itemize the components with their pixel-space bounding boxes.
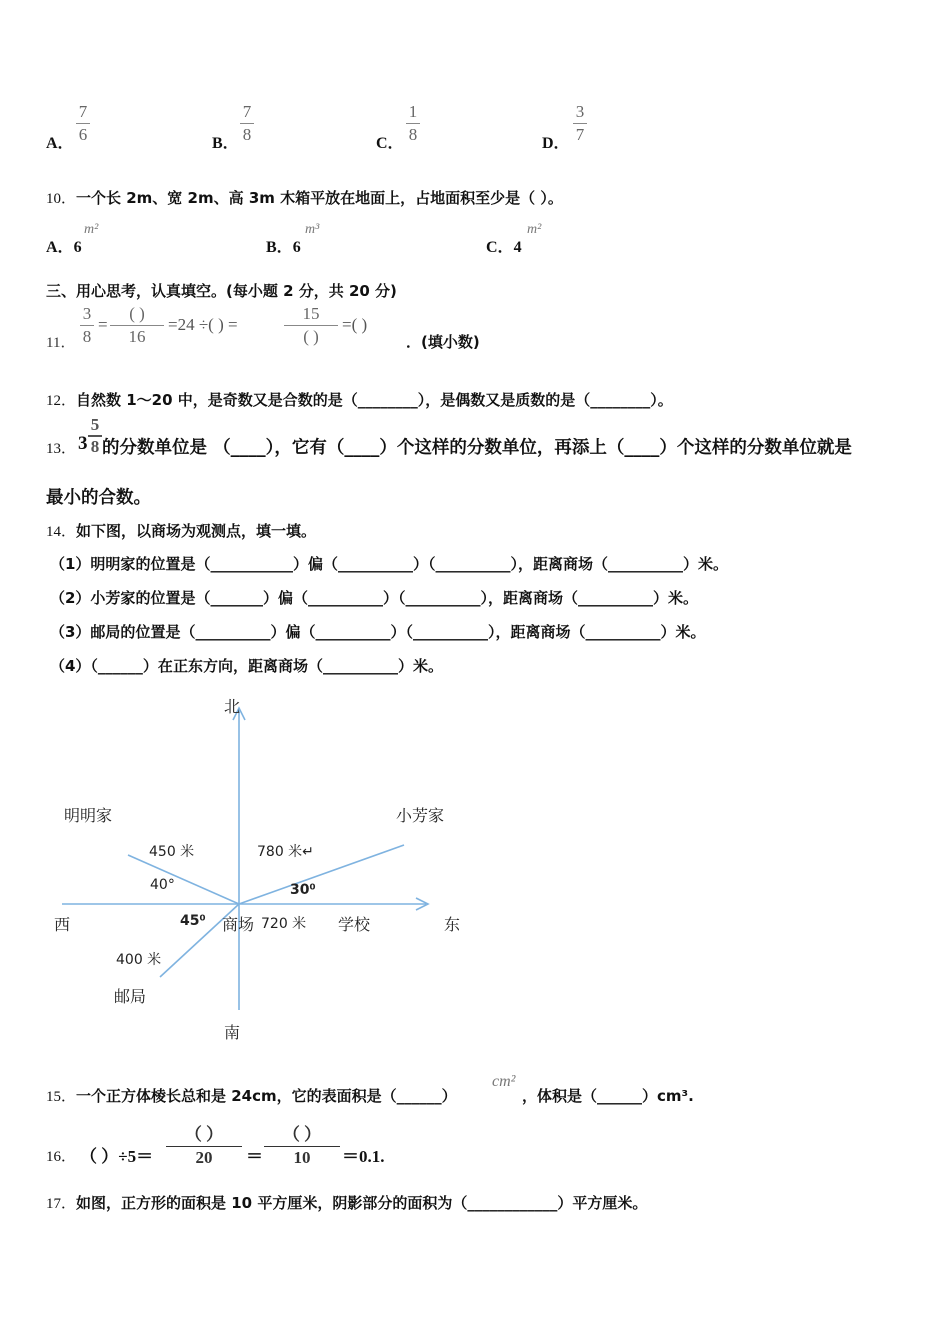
q11-end: =( ) [342, 315, 368, 334]
label-xiaofang: 小芳家 [396, 806, 445, 825]
numerator: 3 [575, 102, 585, 121]
q15-number: 15． [46, 1089, 77, 1105]
denominator: 7 [575, 125, 585, 144]
option-value: 6 [292, 239, 301, 256]
q11-fraction-1 [80, 304, 94, 347]
denominator: 20 [195, 1148, 213, 1167]
q10-text: 一个长 2m、宽 2m、高 3m 木箱平放在地面上，占地面积至少是（ ）。 [76, 189, 563, 207]
q11-fraction-3 [284, 304, 338, 347]
angle-xiaofang: 30⁰ [290, 882, 316, 898]
q9-option-c-fraction [406, 102, 420, 145]
q9-option-d-fraction [573, 102, 587, 145]
q14-item-4: （4）（______）在正东方向，距离商场（__________）米。 [50, 657, 443, 675]
denominator: 10 [293, 1148, 311, 1167]
q15-part-2: ，体积是（______）cm³. [522, 1087, 694, 1105]
q10-option-c-unit: m² [527, 222, 542, 237]
q11-equals-1: = [98, 315, 108, 334]
q11-fraction-2 [110, 304, 164, 347]
q14-stem [46, 520, 316, 541]
distance-post: 400 米 [116, 952, 162, 968]
q16-fraction-2 [264, 1125, 340, 1168]
denominator: 16 [128, 327, 146, 346]
q10-option-a-unit: m² [84, 222, 99, 237]
q13-line-2: 最小的合数。 [46, 488, 151, 508]
label-center: 商场 [222, 915, 255, 934]
numerator: ( ) [129, 304, 145, 323]
q14-number: 14． [46, 524, 77, 540]
q14-item-3: （3）邮局的位置是（__________）偏（__________）（__________），距离商场（__________）米。 [50, 623, 706, 641]
angle-mingming: 40° [150, 877, 175, 893]
q9-option-c-label: C． [376, 135, 404, 152]
q10-stem [46, 187, 563, 208]
denominator: 8 [90, 437, 100, 456]
option-label: A． [46, 239, 74, 256]
q15-unit-area: cm² [492, 1073, 516, 1090]
q10-option-b [266, 234, 301, 257]
q16-end: ＝0.1. [342, 1147, 385, 1166]
q13-number: 13． [46, 441, 77, 457]
q17-text: 如图，正方形的面积是 10 平方厘米，阴影部分的面积为（____________）平方厘米。 [76, 1194, 648, 1212]
q9-option-b-fraction [240, 102, 254, 145]
denominator: ( ) [303, 327, 319, 346]
q14-text: 如下图，以商场为观测点，填一填。 [76, 522, 317, 540]
q9-option-a-fraction [76, 102, 90, 145]
angle-post: 45⁰ [180, 913, 206, 929]
q12 [46, 389, 673, 410]
q13-line-1: 的分数单位是 （____），它有（____）个这样的分数单位，再添上（____）个这样的分数单位就是 [102, 438, 852, 458]
q9-option-a-label: A． [46, 135, 74, 152]
q10-option-a [46, 234, 82, 257]
label-north: 北 [224, 697, 241, 716]
q14-item-2: （2）小芳家的位置是（_______）偏（__________）（__________），距离商场（__________）米。 [50, 589, 698, 607]
q16-number: 16． [46, 1149, 77, 1165]
q13-fraction [88, 416, 102, 456]
numerator: 5 [90, 415, 100, 434]
q16-fraction-1 [166, 1125, 242, 1168]
numerator: 7 [242, 102, 252, 121]
distance-xiaofang: 780 米↵ [257, 844, 314, 860]
q11-number: 11． [46, 335, 76, 351]
numerator: 15 [302, 304, 320, 323]
label-mingming: 明明家 [64, 806, 113, 825]
distance-mingming: 450 米 [149, 844, 195, 860]
q15-part-1 [46, 1085, 457, 1106]
q15-text-1: 一个正方体棱长总和是 24cm，它的表面积是（______） [76, 1087, 457, 1105]
q9-option-d-label: D． [542, 135, 570, 152]
east-arrow-head [416, 898, 428, 910]
option-label: C． [486, 239, 514, 256]
q9-option-b-label: B． [212, 135, 239, 152]
q17-number: 17． [46, 1196, 77, 1212]
q13-whole: 3 [78, 433, 88, 454]
q16-start: （ ）÷5＝ [80, 1147, 154, 1166]
q12-text: 自然数 1～20 中，是奇数又是合数的是（________），是偶数又是质数的是（________）。 [76, 391, 673, 409]
label-south: 南 [224, 1023, 241, 1042]
numerator: 3 [82, 304, 92, 323]
q10-option-b-unit: m³ [305, 222, 320, 237]
q14-item-1: （1）明明家的位置是（___________）偏（__________）（__________），距离商场（__________）米。 [50, 555, 728, 573]
q17 [46, 1192, 647, 1213]
q11-note: ．(填小数) [406, 333, 480, 351]
label-post: 邮局 [114, 987, 147, 1006]
section-heading: 三、用心思考，认真填空。(每小题 2 分，共 20 分) [46, 282, 397, 300]
option-label: B． [266, 239, 293, 256]
numerator: 1 [408, 102, 418, 121]
option-value: 6 [73, 239, 82, 256]
label-east: 东 [444, 915, 461, 934]
q10-option-c [486, 234, 522, 257]
q16-equals: ＝ [246, 1147, 263, 1166]
q10-number: 10． [46, 191, 77, 207]
numerator: 7 [78, 102, 88, 121]
label-school: 学校 [338, 915, 371, 934]
denominator: 6 [78, 125, 88, 144]
numerator: （ ） [184, 1125, 224, 1144]
numerator: （ ） [282, 1125, 322, 1144]
denominator: 8 [408, 125, 418, 144]
option-value: 4 [513, 239, 522, 256]
distance-school: 720 米 [261, 916, 307, 932]
line-to-mingming [128, 855, 239, 904]
denominator: 8 [82, 327, 92, 346]
q12-number: 12． [46, 393, 77, 409]
denominator: 8 [242, 125, 252, 144]
label-west: 西 [54, 915, 71, 934]
q11-middle: =24 ÷( ) = [168, 315, 238, 334]
